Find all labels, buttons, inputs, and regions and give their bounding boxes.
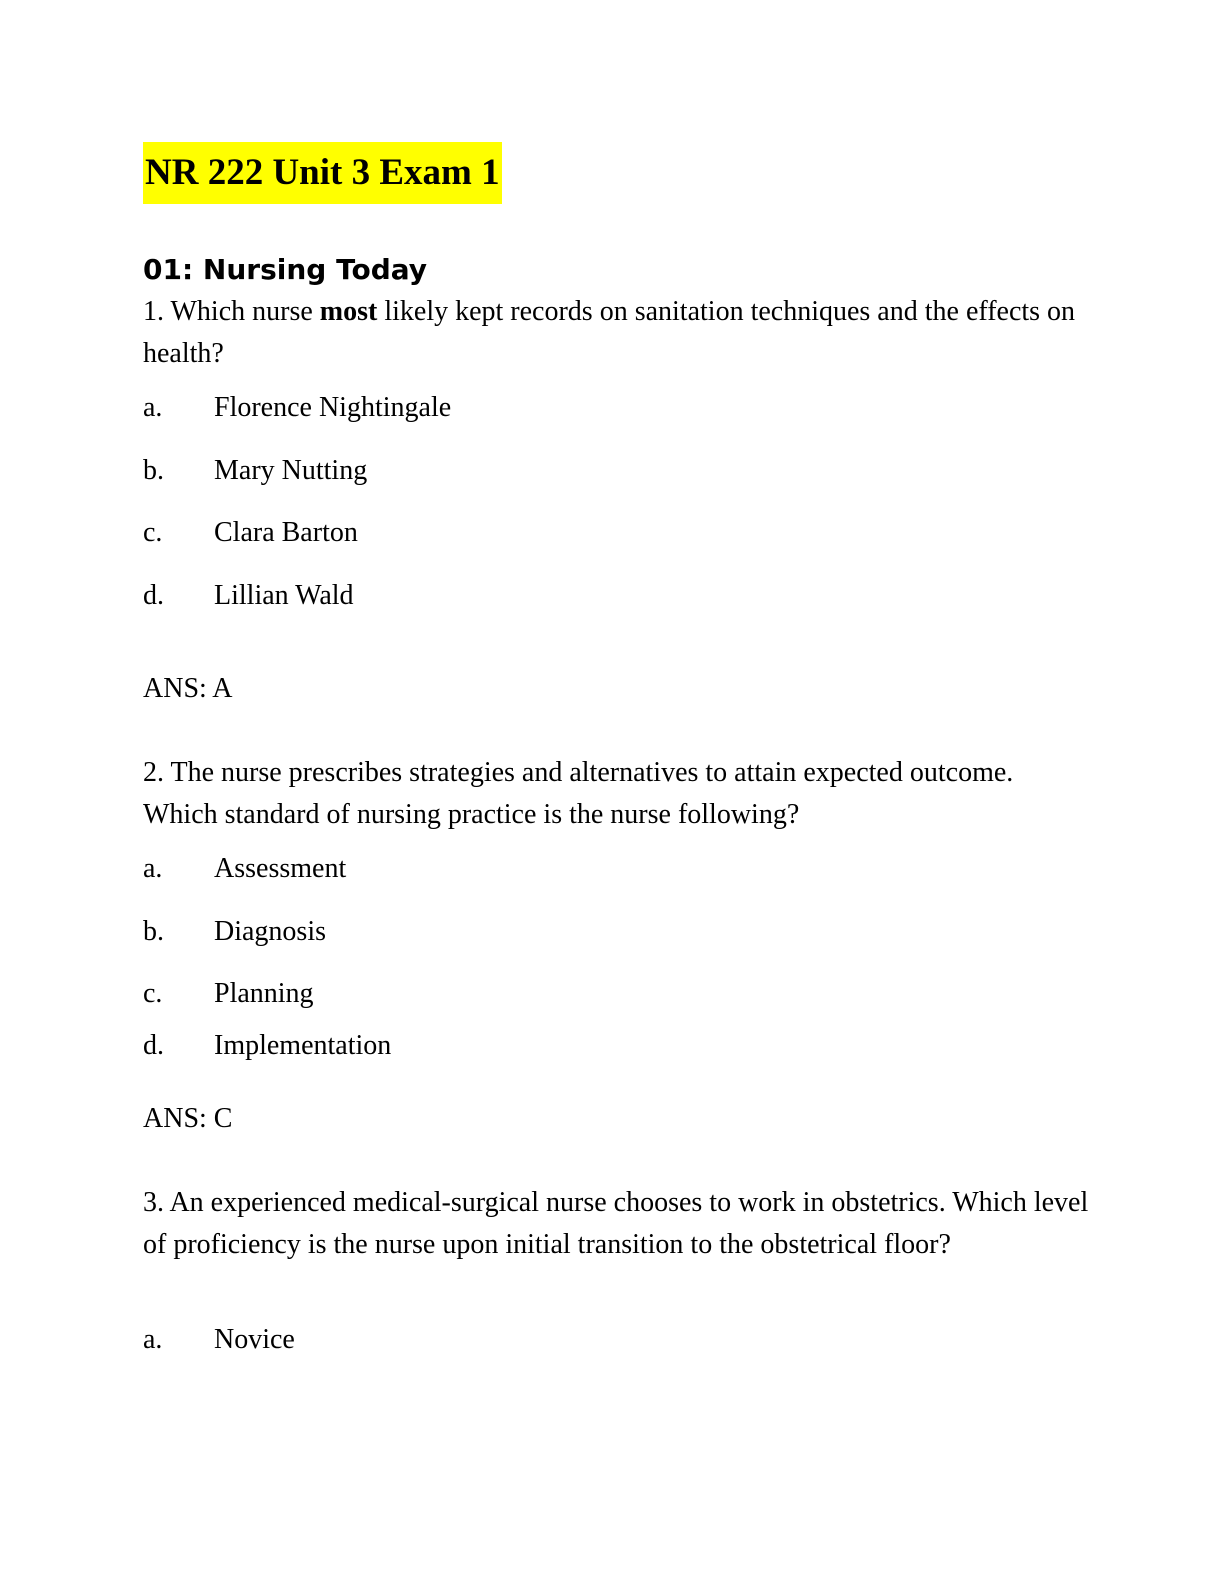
question-2-option-c bbox=[143, 976, 314, 1012]
option-text: Lillian Wald bbox=[214, 580, 354, 611]
question-1-suffix: likely kept records on sanitation techniques and the effects on health? bbox=[143, 296, 1076, 369]
question-1-prefix: 1. Which nurse bbox=[143, 296, 320, 327]
option-text: Clara Barton bbox=[214, 517, 358, 548]
option-letter: a. bbox=[143, 1324, 163, 1355]
document-title: NR 222 Unit 3 Exam 1 bbox=[143, 142, 502, 204]
option-letter: b. bbox=[143, 455, 164, 486]
option-letter: a. bbox=[143, 392, 163, 423]
question-2-option-d bbox=[143, 1028, 391, 1064]
option-text: Implementation bbox=[214, 1030, 392, 1061]
option-text: Florence Nightingale bbox=[214, 392, 452, 423]
section-heading: 01: Nursing Today bbox=[143, 253, 428, 286]
question-1-option-a bbox=[143, 390, 451, 426]
question-3-option-a bbox=[143, 1322, 295, 1358]
option-letter: d. bbox=[143, 1030, 164, 1061]
option-text: Diagnosis bbox=[214, 916, 326, 947]
question-1-answer: ANS: A bbox=[143, 673, 233, 704]
question-1-option-d bbox=[143, 578, 354, 614]
option-text: Novice bbox=[214, 1324, 295, 1355]
option-letter: c. bbox=[143, 978, 163, 1009]
option-text: Assessment bbox=[214, 853, 347, 884]
option-text: Planning bbox=[214, 978, 314, 1009]
question-1-option-b bbox=[143, 453, 367, 489]
question-1-text bbox=[143, 291, 1093, 375]
question-2-option-b bbox=[143, 914, 326, 950]
question-1-emphasis: most bbox=[319, 296, 378, 327]
question-2-text: 2. The nurse prescribes strategies and alternatives to attain expected outcome. Which standard of nursing practice is the nurse following? bbox=[143, 757, 1014, 830]
option-letter: d. bbox=[143, 580, 164, 611]
question-2-option-a bbox=[143, 851, 346, 887]
option-letter: a. bbox=[143, 853, 163, 884]
question-1-option-c bbox=[143, 515, 358, 551]
question-2-answer: ANS: C bbox=[143, 1103, 233, 1134]
option-letter: b. bbox=[143, 916, 164, 947]
option-letter: c. bbox=[143, 517, 163, 548]
question-3-text: 3. An experienced medical-surgical nurse chooses to work in obstetrics. Which level of proficiency is the nurse upon initial transition to the obstetrical floor? bbox=[143, 1187, 1089, 1260]
option-text: Mary Nutting bbox=[214, 455, 368, 486]
